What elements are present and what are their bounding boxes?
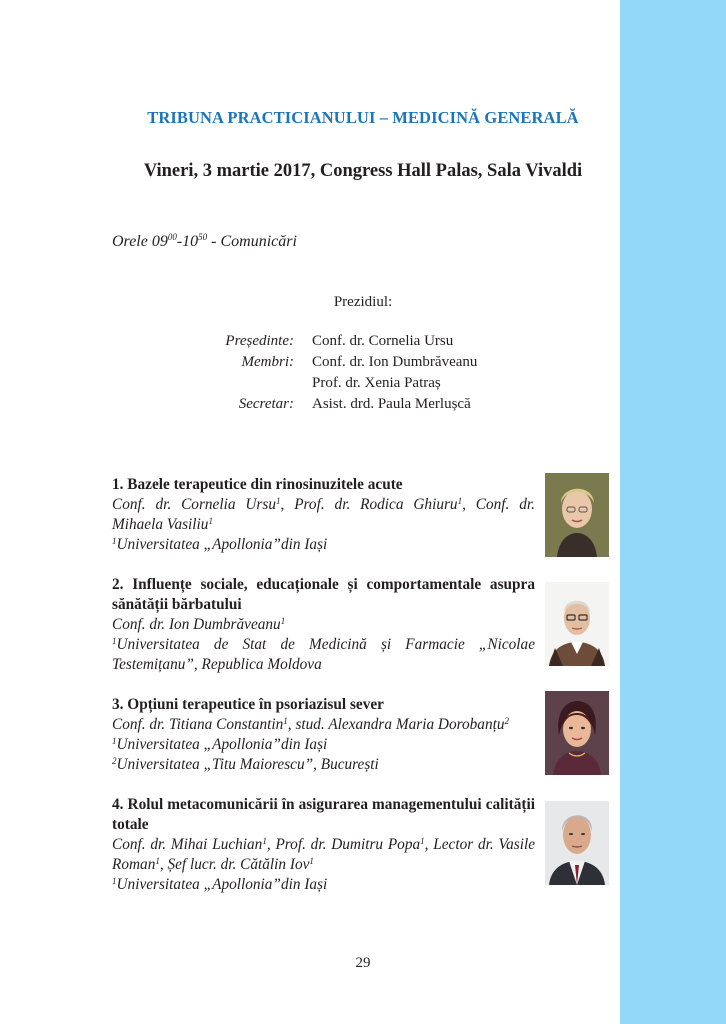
event-date-location: Vineri, 3 martie 2017, Congress Hall Palas, Sala Vivaldi [143, 161, 583, 181]
affiliation-mark: 1 [112, 876, 117, 886]
affiliation [112, 635, 535, 675]
page-number: 29 [355, 955, 371, 971]
author-name: Conf. dr. Ion Dumbrăveanu [112, 616, 281, 633]
presidium-row [0, 375, 726, 396]
presidium-title: Prezidiul: [333, 294, 393, 310]
presidium-member-name: Conf. dr. Cornelia Ursu [312, 333, 454, 349]
author-name: , Prof. dr. Dumitru Popa [266, 836, 421, 853]
session-time [112, 232, 297, 251]
author-name: , Prof. dr. Rodica Ghiuru [280, 496, 458, 513]
author-affiliation-mark: 1 [208, 516, 213, 526]
side-color-bar [620, 0, 726, 1024]
session-time-dash: -10 [176, 233, 199, 250]
presentation-item [112, 695, 535, 775]
presidium-row [0, 396, 726, 417]
presentation-authors [112, 495, 535, 535]
presidium-role: Membri: [241, 354, 294, 370]
author-name: Conf. dr. Cornelia Ursu [112, 496, 276, 513]
author-affiliation-mark: 1 [262, 836, 267, 846]
presidium-member-name: Asist. drd. Paula Merlușcă [312, 396, 471, 412]
presentation-authors [112, 615, 535, 635]
author-name: Conf. dr. Titiana Constantin [112, 716, 284, 733]
presentation-title: 2. Influențe sociale, educaționale și comportamentale asupra sănătății bărbatului [112, 576, 535, 613]
author-affiliation-mark: 2 [504, 716, 510, 726]
affiliation [112, 875, 535, 895]
speaker-photo [545, 801, 609, 885]
presidium-member-name: Conf. dr. Ion Dumbrăveanu [312, 354, 478, 370]
speaker-photo [545, 473, 609, 557]
author-affiliation-mark: 1 [283, 716, 288, 726]
affiliation-mark: 1 [112, 536, 117, 546]
author-affiliation-mark: 1 [275, 496, 281, 506]
session-label: - Comunicări [207, 233, 297, 250]
presidium-role: Președinte: [225, 333, 294, 349]
presentation-title: 4. Rolul metacomunicării în asigurarea managementului calității totale [112, 796, 535, 833]
presidium-row [0, 354, 726, 375]
author-affiliation-mark: 1 [280, 616, 286, 626]
author-name: , stud. Alexandra Maria Dorobanțu [287, 716, 505, 733]
author-name: , Lector dr. Vasile Roman [112, 836, 536, 873]
affiliation-mark: 1 [112, 636, 117, 646]
presentation-title: 3. Opțiuni terapeutice în psoriazisul sever [112, 696, 384, 713]
presentation-authors [112, 715, 535, 735]
author-affiliation-mark: 1 [155, 856, 160, 866]
presentation-item [112, 795, 535, 895]
affiliation-name: Universitatea „Apollonia”din Iași [116, 736, 328, 753]
session-time-prefix: Orele 09 [112, 233, 168, 250]
presidium-row [0, 333, 726, 354]
presentation-authors [112, 835, 535, 875]
author-name: , Conf. dr. Mihaela Vasiliu [112, 496, 536, 533]
author-name: Conf. dr. Mihai Luchian [112, 836, 263, 853]
affiliation-name: Universitatea „Apollonia”din Iași [116, 536, 328, 553]
speaker-photo [545, 582, 609, 666]
presidium-member-name: Prof. dr. Xenia Patraș [312, 375, 441, 391]
affiliation-mark: 2 [112, 756, 117, 766]
section-title: TRIBUNA PRACTICIANULUI – MEDICINĂ GENERALĂ [147, 108, 579, 127]
author-affiliation-mark: 1 [457, 496, 463, 506]
affiliation-name: Universitatea „Titu Maiorescu”, București [116, 756, 379, 773]
presentation-item [112, 475, 535, 555]
affiliation-mark: 1 [112, 736, 117, 746]
presentation-title: 1. Bazele terapeutice din rinosinuzitele acute [112, 476, 403, 493]
presentation-item [112, 575, 535, 675]
speaker-photo [545, 691, 609, 775]
presidium-role: Secretar: [238, 396, 294, 412]
session-end-minutes: 50 [198, 232, 208, 242]
affiliation [112, 535, 535, 555]
affiliation-name: Universitatea de Stat de Medicină și Farmacie „Nicolae Testemițanu”, Republica Moldova [112, 636, 535, 673]
affiliation [112, 755, 535, 775]
affiliation [112, 735, 535, 755]
author-affiliation-mark: 1 [420, 836, 425, 846]
session-start-minutes: 00 [167, 232, 177, 242]
author-name: , Șef lucr. dr. Cătălin Iov [159, 856, 310, 873]
author-affiliation-mark: 1 [309, 856, 314, 866]
affiliation-name: Universitatea „Apollonia”din Iași [116, 876, 328, 893]
